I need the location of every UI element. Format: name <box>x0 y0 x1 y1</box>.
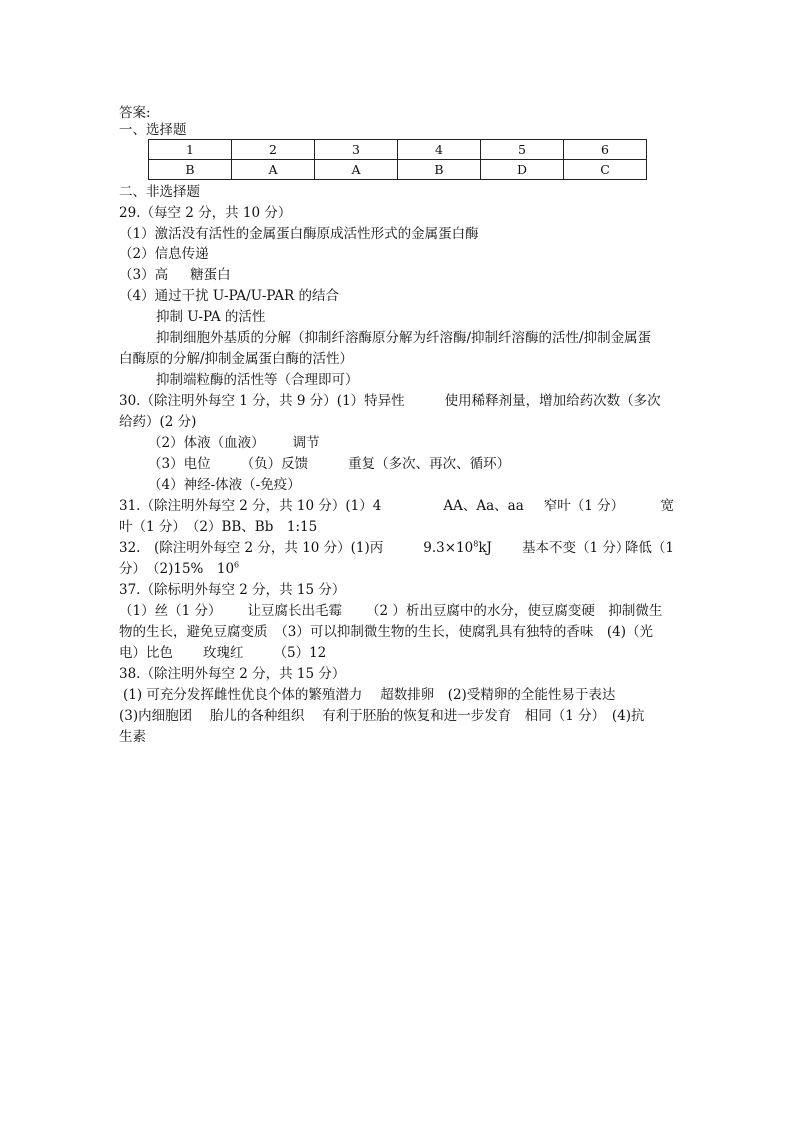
q37-line3-b: 玫瑰红 <box>203 645 244 661</box>
q30-line1-a: 30.（除注明外每空 1 分，共 9 分）(1）特异性 <box>119 393 405 409</box>
q31-line1-a: 31.（除注明外每空 2 分，共 10 分）(1）4 <box>119 498 382 514</box>
table-cell: D <box>481 160 564 180</box>
section-nonchoice-title: 二、非选择题 <box>119 184 200 200</box>
q29-line6: 抑制细胞外基质的分解（抑制纤溶酶原分解为纤溶酶/抑制纤溶酶的活性/抑制金属蛋 <box>156 330 652 346</box>
q29-line7: 白酶原的分解/抑制金属蛋白酶的活性） <box>119 351 354 367</box>
q32-line1-d: 降低（1 <box>624 540 674 556</box>
q31-line1 <box>119 496 624 516</box>
q37-line1-a: （1）丝（1 分） <box>119 603 222 619</box>
q37-line1 <box>119 601 662 621</box>
q38-line3: 生素 <box>119 729 146 745</box>
q32-line1-a: 32. (除注明外每空 2 分，共 10 分）(1)丙 <box>119 540 384 556</box>
table-cell: 3 <box>315 140 398 160</box>
q29-head: 29.（每空 2 分，共 10 分） <box>119 205 292 221</box>
table-row-answers <box>149 160 647 180</box>
q31-line1-b: AA、Aa、aa <box>443 498 524 514</box>
section-choice-title: 一、选择题 <box>119 122 187 138</box>
q32-energy-base: 9.3×10 <box>423 540 474 556</box>
q37-line2: 物的生长，避免豆腐变质 （3）可以抑制微生物的生长，使腐乳具有独特的香味 (4)（光 <box>119 624 653 640</box>
q30-line4-c: 重复（多次、再次、循环） <box>348 456 511 472</box>
q30-line1-b: 使用稀释剂量，增加给药次数（多次 <box>444 393 661 409</box>
q32-line1 <box>119 538 629 558</box>
table-cell: A <box>315 160 398 180</box>
q38-line1: (1) 可充分发挥雌性优良个体的繁殖潜力 超数排卵 (2)受精卵的全能性易于表达 <box>123 687 616 703</box>
q29-line4: （4）通过干扰 U-PA/U-PAR 的结合 <box>119 288 339 304</box>
q30-line3-b: 调节 <box>292 435 320 451</box>
table-cell: 5 <box>481 140 564 160</box>
q29-line3-b: 糖蛋白 <box>190 267 231 283</box>
table-cell: C <box>564 160 647 180</box>
q38-line2: (3)内细胞团 胎儿的各种组织 有利于胚胎的恢复和进一步发育 相同（1 分） (4)抗 <box>119 708 645 724</box>
answer-header: 答案: <box>119 105 151 121</box>
q30-line4-b: （负）反馈 <box>240 456 309 472</box>
q37-line3-c: （5）12 <box>273 645 327 661</box>
q32-line2-exponent: 6 <box>234 560 240 570</box>
q32-energy-unit: kJ <box>478 540 492 556</box>
q31-line1-d: 宽 <box>660 498 674 514</box>
q31-line1-c: 窄叶（1 分） <box>543 498 625 514</box>
table-cell: 1 <box>149 140 232 160</box>
q29-line8: 抑制端粒酶的活性等（合理即可） <box>156 372 359 388</box>
q30-line4-a: （3）电位 <box>148 456 211 472</box>
table-cell: 2 <box>232 140 315 160</box>
table-cell: 6 <box>564 140 647 160</box>
table-cell: B <box>398 160 481 180</box>
q37-line1-b: 让豆腐长出毛霉 <box>247 603 342 619</box>
q32-line1-c: 基本不变（1 分） <box>521 540 630 556</box>
q29-line3 <box>119 265 231 285</box>
q32-line2-a: 分） （2)15% 10 <box>119 561 235 577</box>
q37-line1-c: （2 ）析出豆腐中的水分，使豆腐变硬 抑制微生 <box>365 603 663 619</box>
q37-line3-a: 电）比色 <box>119 645 173 661</box>
table-cell: B <box>149 160 232 180</box>
q30-line3-a: （2）体液（血液） <box>148 435 265 451</box>
q32-line2 <box>119 559 239 579</box>
table-cell: 4 <box>398 140 481 160</box>
q37-head: 37.（除标明外每空 2 分，共 15 分） <box>119 582 346 598</box>
q38-head: 38.（除注明外每空 2 分，共 15 分） <box>119 666 346 682</box>
q29-line2: （2）信息传递 <box>119 246 209 262</box>
q37-line3 <box>119 643 326 663</box>
q29-line5: 抑制 U-PA 的活性 <box>156 309 266 325</box>
table-cell: A <box>232 160 315 180</box>
table-row-numbers <box>149 140 647 160</box>
q32-line1-b <box>423 538 492 558</box>
q30-line1 <box>119 391 661 411</box>
q31-line2: 叶（1 分） （2）BB、Bb 1:15 <box>119 519 318 535</box>
q30-line5: （4）神经-体液（-免疫） <box>148 477 301 493</box>
q32-energy-exponent: 8 <box>473 539 479 549</box>
q30-line3 <box>148 433 320 453</box>
q29-line1: （1）激活没有活性的金属蛋白酶原成活性形式的金属蛋白酶 <box>119 226 479 242</box>
q29-line3-a: （3）高 <box>119 267 169 283</box>
choice-answer-table <box>148 139 647 180</box>
q30-line2: 给药）(2 分) <box>119 414 197 430</box>
q30-line4 <box>148 454 510 474</box>
